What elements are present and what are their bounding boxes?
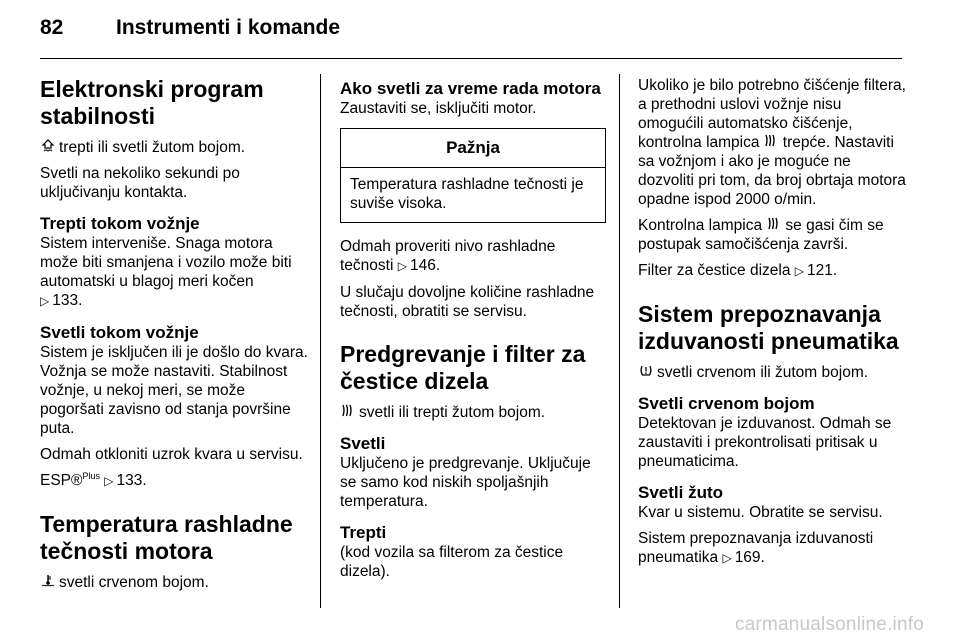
column-1 — [40, 76, 308, 599]
notice-box — [340, 128, 606, 223]
page-ref-arrow-icon[interactable]: ▷ — [397, 259, 407, 273]
engine-running-text: Zaustaviti se, isključiti motor. — [340, 100, 537, 117]
notice-title: Pažnja — [341, 129, 605, 168]
glow-plug-icon — [764, 133, 779, 152]
filter-cleaning-paragraph: Ukoliko je bilo potrebno čišćenje filtera, a prethodni uslovi vožnje nisu omogućili automatsko čišćenje, kontrolna lampica trepće. Nastaviti sa vožnjom i ako je moguće ne dozvoliti pri tom, da broj obrtaja motora opadne ispod 2000 o/min. — [638, 77, 906, 208]
esp-heading: Elektronski program stabilnosti — [40, 76, 264, 129]
header-rule — [40, 58, 902, 59]
coolant-temperature-icon — [40, 573, 55, 592]
engine-running-heading: Ako svetli za vreme rada motora — [340, 79, 601, 98]
tpms-yellow-heading: Svetli žuto — [638, 483, 724, 502]
coolant-status: svetli crvenom bojom. — [40, 573, 308, 592]
tpms-status: svetli crvenom ili žutom bojom. — [638, 363, 908, 382]
tpms-reference: Sistem prepoznavanja izduvanosti pneumatika ▷ 169. — [638, 530, 874, 566]
column-3 — [638, 76, 908, 575]
check-level-paragraph: Odmah proveriti nivo rashladne tečnosti ▷ 146. — [340, 238, 556, 274]
esp-status: trepti ili svetli žutom bojom. — [40, 138, 308, 157]
column-divider-2 — [619, 74, 620, 608]
tpms-red-text: Detektovan je izduvanost. Odmah se zaustaviti i prekontrolisati pritisak u pneumaticima. — [638, 415, 892, 470]
tpms-red-heading: Svetli crvenom bojom — [638, 394, 815, 413]
glow-plug-icon — [766, 216, 781, 235]
filter-reference: Filter za čestice dizela ▷ 121. — [638, 262, 838, 279]
preheat-status: svetli ili trepti žutom bojom. — [340, 403, 606, 422]
page-ref-arrow-icon[interactable]: ▷ — [722, 551, 732, 565]
lamp-off-paragraph: Kontrolna lampica se gasi čim se postupak samočišćenja završi. — [638, 217, 884, 253]
page-header — [40, 16, 340, 40]
page-ref-link[interactable]: 121. — [807, 262, 838, 279]
coolant-heading: Temperatura rashladne tečnosti motora — [40, 511, 293, 564]
page-ref-arrow-icon[interactable]: ▷ — [794, 264, 805, 278]
lit-heading: Svetli tokom vožnje — [40, 323, 199, 342]
preheat-flash-heading: Trepti — [340, 523, 387, 542]
esp-paragraph: Svetli na nekoliko sekundi po uključivanju kontakta. — [40, 165, 240, 201]
column-divider-1 — [320, 74, 321, 608]
flash-heading: Trepti tokom vožnje — [40, 214, 200, 233]
esp-icon — [40, 138, 55, 157]
tpms-heading: Sistem prepoznavanja izduvanosti pneumatika — [638, 301, 899, 354]
esp-reference: ESP®$^{Plus}$ ▷ 133. — [40, 470, 147, 489]
preheat-lit-text: Uključeno je predgrevanje. Uključuje se samo kod niskih spoljašnjih temperatura. — [340, 455, 591, 510]
page-ref-link[interactable]: 169. — [734, 549, 765, 566]
glow-plug-icon — [340, 403, 355, 422]
chapter-title: Instrumenti i komande — [116, 16, 341, 39]
column-2 — [340, 76, 606, 588]
flash-paragraph: Sistem interveniše. Snaga motora može biti smanjena i vozilo može biti automatski u blagoj meri kočen ▷ 133. — [40, 235, 292, 309]
preheat-lit-heading: Svetli — [340, 434, 386, 453]
tire-pressure-icon — [638, 363, 653, 382]
service-paragraph: Odmah otkloniti uzrok kvara u servisu. — [40, 446, 303, 463]
preheat-flash-text: (kod vozila sa filterom za čestice dizela). — [340, 544, 564, 580]
page-ref-arrow-icon[interactable]: ▷ — [104, 474, 114, 488]
page-ref-link[interactable]: 133. — [52, 292, 83, 309]
tpms-yellow-text: Kvar u sistemu. Obratite se servisu. — [638, 504, 883, 521]
page-number: 82 — [40, 16, 64, 39]
page-ref-link[interactable]: 146. — [409, 257, 441, 274]
preheat-heading: Predgrevanje i filter za čestice dizela — [340, 341, 586, 394]
page-ref-arrow-icon[interactable]: ▷ — [40, 294, 50, 308]
notice-text: Temperatura rashladne tečnosti je suviše visoka. — [350, 176, 584, 212]
watermark: carmanualsonline.info — [734, 614, 924, 635]
service-paragraph: U slučaju dovoljne količine rashladne tečnosti, obratiti se servisu. — [340, 284, 595, 320]
lit-paragraph: Sistem je isključen ili je došlo do kvara. Vožnja se može nastaviti. Stabilnost vožnje, u nekoj meri, se može pogoršati zavisno od stanja površine puta. — [40, 344, 308, 437]
page-ref-link[interactable]: 133. — [116, 472, 147, 489]
